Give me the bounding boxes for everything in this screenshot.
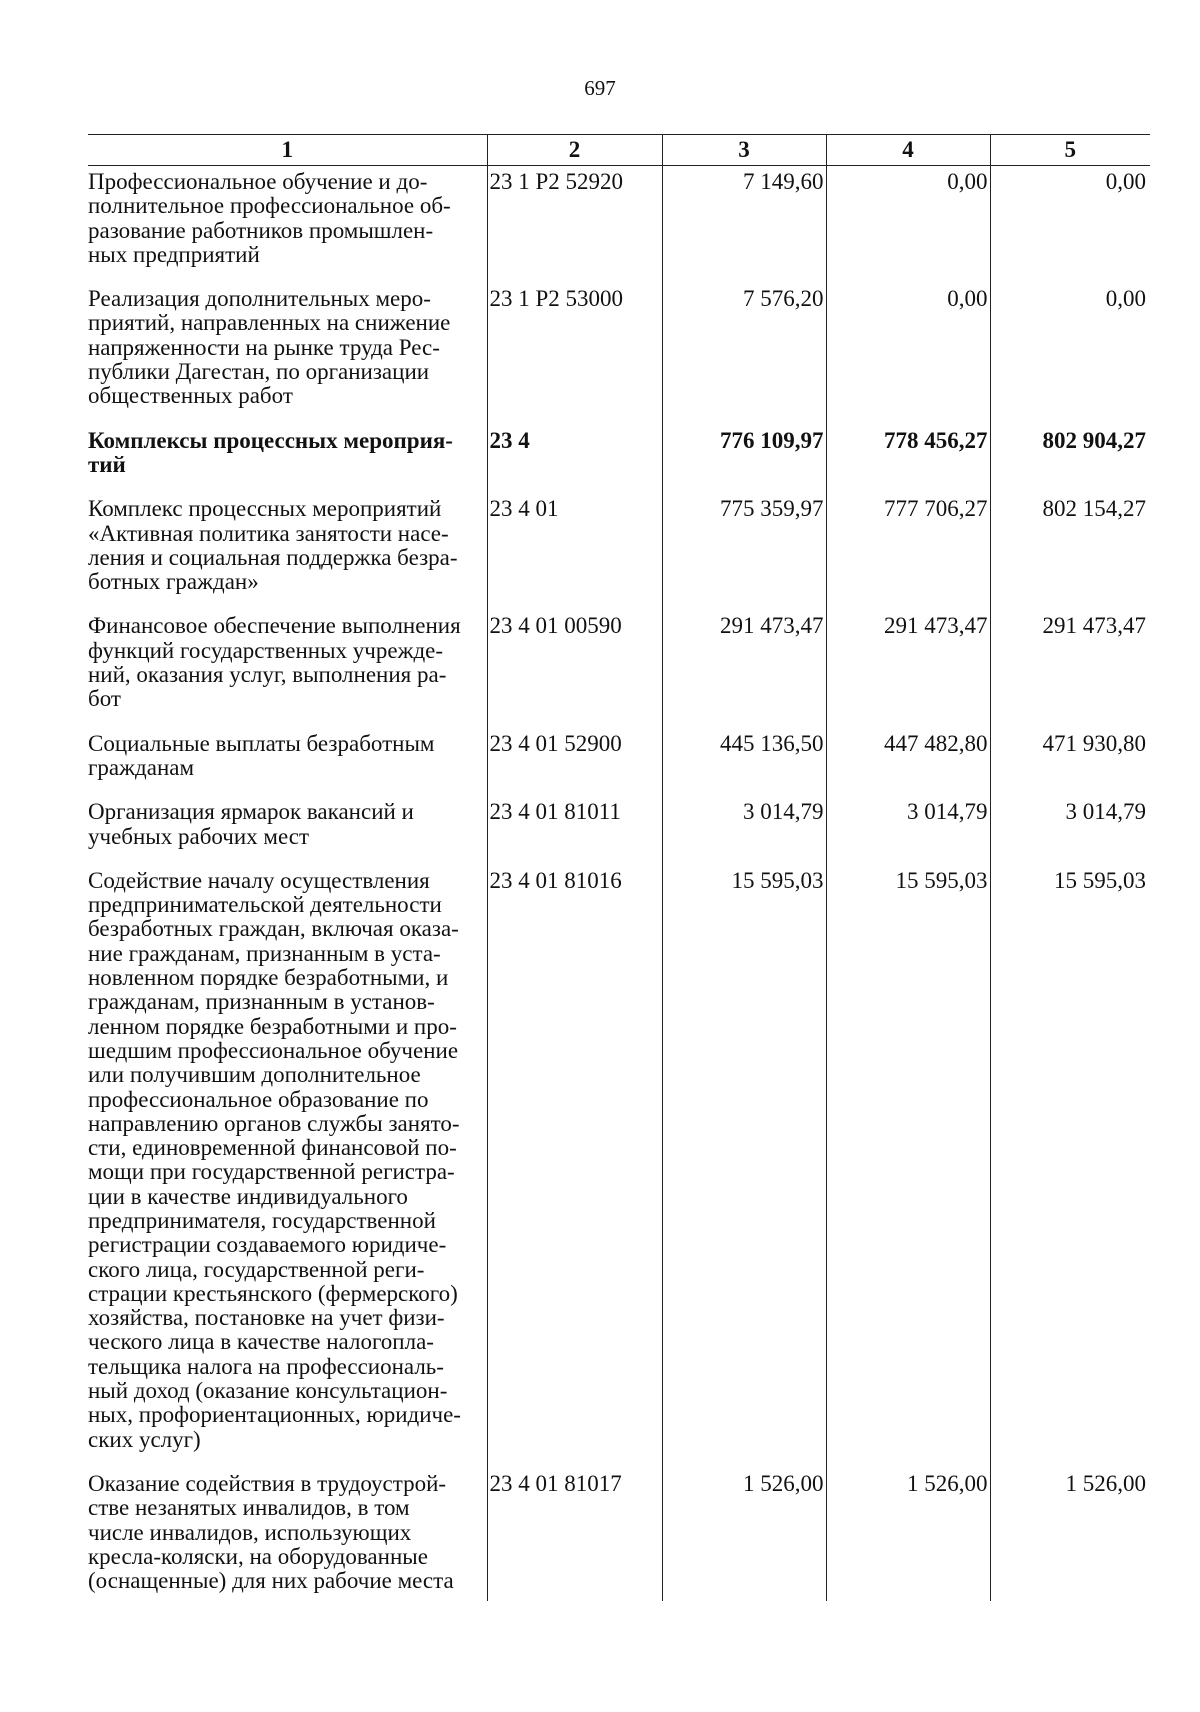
row-name-line: «Активная политика занятости насе- [88,520,449,546]
row-name-cell [88,493,487,594]
spacer-cell [826,780,990,796]
spacer-cell [990,477,1150,493]
spacer-cell [88,1452,487,1468]
row-spacer [88,267,1150,283]
table-row [88,493,1150,594]
row-name-line: (оснащенные) для них рабочие места [88,1568,454,1594]
spacer-cell [662,780,826,796]
spacer-cell [662,477,826,493]
table-row [88,796,1150,849]
row-name-line: разование работников промышлен- [88,217,434,243]
page-number: 697 [584,76,616,100]
spacer-cell [662,267,826,283]
table-row [88,728,1150,781]
spacer-cell [826,477,990,493]
row-value-col3: 7 576,20 [662,283,826,408]
row-value-col4: 0,00 [826,283,990,408]
spacer-cell [88,780,487,796]
spacer-cell [662,712,826,728]
row-name-cell [88,425,487,478]
row-value-col4: 778 456,27 [826,425,990,478]
header-col-3: 3 [662,135,826,166]
spacer-cell [990,409,1150,425]
row-value-col4: 15 595,03 [826,865,990,1452]
row-code-cell: 23 4 01 00590 [487,610,662,711]
table-row [88,865,1150,1452]
row-name-line: тельщика налога на профессиональ- [88,1353,444,1379]
spacer-cell [487,1593,662,1601]
row-value-col5: 1 526,00 [990,1468,1150,1593]
row-value-col5: 0,00 [990,283,1150,408]
row-code-cell: 23 4 01 81016 [487,865,662,1452]
row-value-col3: 7 149,60 [662,166,826,268]
row-name-line: Реализация дополнительных меро- [88,286,431,312]
row-name-line: профессиональное образование по [88,1086,429,1112]
table-header [88,135,1150,166]
row-name-line: гражданам, признанным в установ- [88,989,435,1015]
table-body [88,166,1150,1602]
row-name-line: безработных граждан, включая оказа- [88,916,459,942]
row-name-line: Социальные выплаты безработным [88,730,435,756]
row-name-cell [88,728,487,781]
spacer-cell [826,1593,990,1601]
spacer-cell [990,594,1150,610]
row-name-line: страции крестьянского (фермерского) [88,1280,458,1306]
row-name-line: полнительное профессиональное об- [88,193,451,219]
header-row [88,135,1150,166]
row-value-col3: 15 595,03 [662,865,826,1452]
row-name-line: гражданам [88,754,195,780]
spacer-cell [88,477,487,493]
spacer-cell [826,594,990,610]
spacer-cell [487,712,662,728]
row-name-line: ных, профориентационных, юридиче- [88,1402,461,1428]
spacer-cell [826,409,990,425]
row-name-cell [88,283,487,408]
spacer-cell [487,267,662,283]
spacer-cell [487,849,662,865]
table-row [88,283,1150,408]
row-value-col5: 471 930,80 [990,728,1150,781]
row-spacer [88,712,1150,728]
row-name-line: Комплекс процессных мероприятий [88,496,442,522]
row-name-line: ских услуг) [88,1426,201,1452]
row-code-cell: 23 4 01 52900 [487,728,662,781]
row-code-cell: 23 4 01 81011 [487,796,662,849]
row-value-col4: 0,00 [826,166,990,268]
row-name-line: сти, единовременной финансовой по- [88,1135,457,1161]
spacer-cell [990,267,1150,283]
row-name-line: ний, оказания услуг, выполнения ра- [88,662,447,688]
row-name-line: стве незанятых инвалидов, в том [88,1495,410,1521]
row-name-line: ный доход (оказание консультацион- [88,1378,448,1404]
header-col-4: 4 [826,135,990,166]
spacer-cell [662,1593,826,1601]
spacer-cell [88,594,487,610]
row-value-col3: 775 359,97 [662,493,826,594]
row-name-cell [88,610,487,711]
row-value-col4: 3 014,79 [826,796,990,849]
row-name-line: приятий, направленных на снижение [88,310,451,336]
spacer-cell [662,594,826,610]
row-value-col3: 445 136,50 [662,728,826,781]
row-name-line: ции в качестве индивидуального [88,1183,408,1209]
row-name-line: хозяйства, постановке на учет физи- [88,1305,445,1331]
row-name-line: предпринимателя, государственной [88,1207,436,1233]
row-spacer [88,1593,1150,1601]
spacer-cell [487,409,662,425]
row-value-col4: 291 473,47 [826,610,990,711]
spacer-cell [990,1593,1150,1601]
spacer-cell [990,849,1150,865]
row-name-line: новленном порядке безработными, и [88,965,449,991]
row-name-line: регистрации создаваемого юридиче- [88,1232,447,1258]
spacer-cell [990,1452,1150,1468]
spacer-cell [487,780,662,796]
row-value-col3: 291 473,47 [662,610,826,711]
row-spacer [88,594,1150,610]
row-name-line: тий [88,451,126,477]
header-col-1: 1 [88,135,487,166]
row-name-line: общественных работ [88,383,293,409]
row-name-cell [88,1468,487,1593]
row-value-col4: 447 482,80 [826,728,990,781]
row-spacer [88,477,1150,493]
row-name-line: ческого лица в качестве налогопла- [88,1329,434,1355]
table-row [88,425,1150,478]
row-name-line: Профессиональное обучение и до- [88,169,428,194]
spacer-cell [662,849,826,865]
table-row [88,1468,1150,1593]
row-name-line: числе инвалидов, использующих [88,1519,412,1545]
row-spacer [88,780,1150,796]
row-name-line: ботных граждан» [88,569,259,595]
row-name-line: Организация ярмарок вакансий и [88,799,414,825]
row-value-col4: 1 526,00 [826,1468,990,1593]
row-name-line: функций государственных учрежде- [88,637,444,663]
row-name-line: мощи при государственной регистра- [88,1159,455,1185]
spacer-cell [990,780,1150,796]
row-name-line: или получившим дополнительное [88,1062,421,1088]
spacer-cell [826,712,990,728]
row-value-col4: 777 706,27 [826,493,990,594]
row-value-col3: 776 109,97 [662,425,826,478]
table-row [88,166,1150,268]
table-row [88,610,1150,711]
header-col-5: 5 [990,135,1150,166]
row-name-line: напряженности на рынке труда Рес- [88,334,440,360]
row-name-line: Финансовое обеспечение выполнения [88,613,461,639]
spacer-cell [88,1593,487,1601]
spacer-cell [662,1452,826,1468]
spacer-cell [88,712,487,728]
row-code-cell: 23 1 P2 53000 [487,283,662,408]
spacer-cell [487,1452,662,1468]
row-name-line: ных предприятий [88,241,260,267]
row-spacer [88,849,1150,865]
row-value-col5: 291 473,47 [990,610,1150,711]
header-col-2: 2 [487,135,662,166]
row-code-cell: 23 4 [487,425,662,478]
spacer-cell [88,849,487,865]
row-value-col5: 0,00 [990,166,1150,268]
row-name-line: Комплексы процессных мероприя- [88,427,453,453]
row-name-line: ние гражданам, признанным в уста- [88,940,441,966]
row-name-line: ления и социальная поддержка безра- [88,544,458,570]
row-code-cell: 23 4 01 81017 [487,1468,662,1593]
row-name-cell [88,796,487,849]
row-code-cell: 23 1 P2 52920 [487,166,662,268]
row-name-line: кресла-коляски, на оборудованные [88,1543,428,1569]
row-name-cell [88,865,487,1452]
spacer-cell [662,409,826,425]
row-name-line: бот [88,686,121,712]
row-value-col3: 3 014,79 [662,796,826,849]
row-name-line: предпринимательской деятельности [88,892,442,918]
spacer-cell [826,1452,990,1468]
spacer-cell [88,409,487,425]
spacer-cell [826,849,990,865]
spacer-cell [88,267,487,283]
row-name-line: Оказание содействия в трудоустрой- [88,1470,447,1496]
row-value-col5: 3 014,79 [990,796,1150,849]
row-value-col5: 15 595,03 [990,865,1150,1452]
row-value-col5: 802 154,27 [990,493,1150,594]
row-name-line: направлению органов службы занято- [88,1110,460,1136]
row-value-col3: 1 526,00 [662,1468,826,1593]
row-value-col5: 802 904,27 [990,425,1150,478]
row-name-line: публики Дагестан, по организации [88,359,430,385]
spacer-cell [990,712,1150,728]
budget-table-container [88,134,1150,1601]
row-spacer [88,409,1150,425]
row-code-cell: 23 4 01 [487,493,662,594]
spacer-cell [487,477,662,493]
row-name-line: учебных рабочих мест [88,823,310,849]
row-name-line: ленном порядке безработными и про- [88,1013,457,1039]
row-name-line: ского лица, государственной реги- [88,1256,425,1282]
row-name-line: Содействие началу осуществления [88,867,430,893]
spacer-cell [487,594,662,610]
row-name-line: шедшим профессиональное обучение [88,1037,459,1063]
row-spacer [88,1452,1150,1468]
spacer-cell [826,267,990,283]
row-name-cell [88,166,487,268]
budget-table [88,134,1150,1601]
